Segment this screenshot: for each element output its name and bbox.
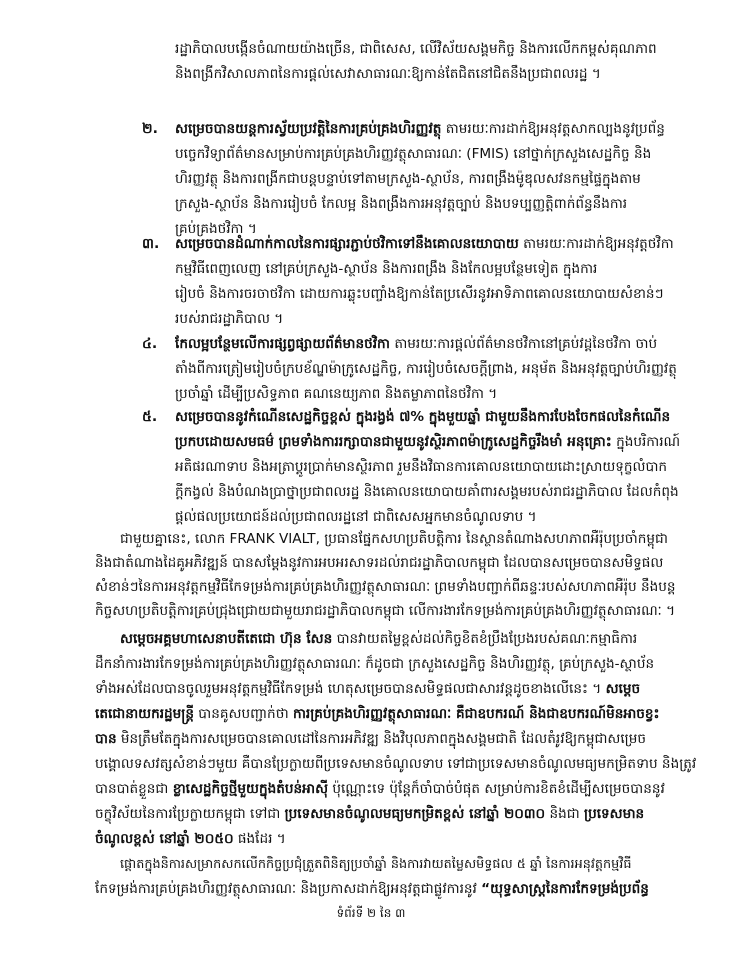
item-first-line [175,430,680,455]
item-line: តាំងពីការត្រៀមរៀបចំក្របខ័ណ្ឌម៉ាក្រូសេដ្ឋកិច្ច, ការរៀបចំសេចក្តីព្រាង, អនុម័ត និងអនុវត្តច្បាប់ហិរញ្ញវត្ថុ [175,361,677,377]
item-text: តាមរយៈការផ្តល់ព័ត៌មានថវិកានៅគ្រប់វដ្តនៃថវិកា ចាប់ [394,336,658,352]
paragraph-bold: ចំណូលខ្ពស់ នៅឆ្នាំ ២០៥០ [95,831,234,847]
item-line: ហិរញ្ញវត្ថុ និងការពង្រីកជាបន្តបន្ទាប់ទៅតាមក្រសួង-ស្ថាប័ន, ការពង្រឹងម៉ូឌុលសវនកម្មផ្ទៃក្នុងតាម [175,171,641,187]
paragraph-bold: ខ្លាសេដ្ឋកិច្ចថ្មីមួយក្នុងតំបន់អាស៊ី [172,781,329,797]
item-first-line [175,332,657,357]
paragraph-line: កិច្ចសហប្រតិបត្តិការគ្រប់ជ្រុងជ្រោយជាមួយរាជរដ្ឋាភិបាលកម្ពុជា លើការងារកែទម្រង់ការគ្រប់គ្រងហិរញ្ញវត្ថុសាធារណៈ ។ [95,603,676,619]
item-text: តាមរយៈការដាក់ឱ្យអនុវត្តសាកល្បងនូវប្រព័ន្ធ [445,121,665,137]
item-first-line [175,117,665,142]
item-line: គ្រប់គ្រងថវិកា ។ [175,221,257,237]
paragraph-text: និងជា [549,806,580,822]
paragraph-text: បានគូសបញ្ជាក់ថា [198,706,289,722]
intro-line: និងពង្រីកវិសាលភាពនៃការផ្តល់សេវាសាធារណៈឱ្យកាន់តែជិតនៅជិតនឹងប្រជាពលរដ្ឋ ។ [175,66,601,82]
paragraph-text: ចក្ខុវិស័យនៃការប្រែក្លាយកម្ពុជា ទៅជា [95,806,281,822]
item-line: ក្តីកង្វល់ និងបំណងប្រាថ្នាប្រជាពលរដ្ឋ និងគោលនយោបាយគាំពារសង្គមរបស់រាជរដ្ឋាភិបាល ដែលកំពុង [175,484,679,500]
item-number: ៤. [142,336,158,352]
intro-line: រដ្ឋាភិបាលបង្កើនចំណាយយ៉ាងច្រើន, ជាពិសេស, លើវិស័យសង្គមកិច្ច និងការលើកកម្ពស់គុណភាព [175,41,657,57]
paragraph-text: បានវាយតម្លៃខ្ពស់ដល់កិច្ចខិតខំប្រឹងប្រែងរបស់គណៈកម្មាធិការ [336,631,638,647]
item-line: ផ្តល់ផលប្រយោជន៍ដល់ប្រជាពលរដ្ឋនៅ ជាពិសេសអ្នកមានចំណូលទាប ។ [175,509,537,525]
paragraph-line: បង្គោលទសវត្សសំខាន់ៗមួយ គឺបានប្រែក្លាយពីប្រទេសមានចំណូលទាប ទៅជាប្រទេសមានចំណូលមធ្យមកម្រិតទាប និងត្រូវ [95,756,697,772]
paragraph-bold: បាន [95,731,117,747]
paragraph-bold: ការគ្រប់គ្រងហិរញ្ញវត្ថុសាធារណៈ គឺជាឧបករណ៍ និងជាឧបករណ៍មិនអាចខ្វះ [292,706,660,722]
paragraph-line [95,727,646,752]
paragraph-line [95,677,640,702]
paragraph-line: សំខាន់ៗនៃការអនុវត្តកម្មវិធីកែទម្រង់ការគ្រប់គ្រងហិរញ្ញវត្ថុសាធារណៈ ព្រមទាំងបញ្ជាក់ពីឆន្ទៈរបស់សហភាពអឺរ៉ុប នឹងបន្ត [95,579,676,595]
paragraph-line: និងជាតំណាងដៃគូអភិវឌ្ឍន៍ បានសម្តែងនូវការអបអរសាទរដល់រាជរដ្ឋាភិបាលកម្ពុជា ដែលបានសម្រេចបានសមិទ្ធផល [95,555,664,571]
item-line: របស់រាជរដ្ឋាភិបាល ។ [175,311,284,327]
item-text: តាមរយៈការដាក់ឱ្យអនុវត្តថវិកា [523,236,674,252]
paragraph-text: ប៉ុណ្ណោះទេ ប៉ុន្តែក៏ចាំបាច់បំផុត សម្រាប់ការខិតខំដើម្បីសម្រេចបាននូវ [332,781,665,797]
paragraph-line [95,702,660,727]
item-first-line [175,232,674,257]
paragraph-text: កែទម្រង់ការគ្រប់គ្រងហិរញ្ញវត្ថុសាធារណៈ និងប្រកាសដាក់ឱ្យអនុវត្តជាផ្លូវការនូវ [95,881,482,897]
item-number: ៣. [142,236,160,252]
paragraph-line [120,627,637,652]
paragraph-line: ដឹកនាំការងារកែទម្រង់ការគ្រប់គ្រងហិរញ្ញវត្ថុសាធារណៈ ក៏ដូចជា ក្រសួងសេដ្ឋកិច្ច និងហិរញ្ញវត្ថុ, គ្រប់ក្រសួង-ស្ថាប័ន [95,656,655,672]
paragraph-bold: “យុទ្ធសាស្ត្រនៃការកែទម្រង់ប្រព័ន្ធ [481,881,649,897]
paragraph-line [95,777,665,802]
item-line: ក្រសួង-ស្ថាប័ន និងការរៀបចំ កែលម្អ និងពង្រឹងការអនុវត្តច្បាប់ និងបទប្បញ្ញត្តិពាក់ព័ន្ធនឹងការ [175,196,628,212]
paragraph-line [95,877,649,902]
item-title-cont: ប្រកបដោយសមធម៌ ព្រមទាំងការរក្សាបានជាមួយនូវស្ថិរភាពម៉ាក្រូសេដ្ឋកិច្ចរឹងមាំ អនុគ្រោះ [175,434,612,450]
item-number: ៥. [142,409,158,425]
paragraph-text: មិនត្រឹមតែក្នុងការសម្រេចបានគោលដៅនៃការអភិវឌ្ឍ និងវិបុលភាពក្នុងសង្គមជាតិ ដែលតំរូវឱ្យកម្ពុជាសម្រេច [120,731,646,747]
paragraph-text: ផ្តោតក្នុងនិការសម្រាកសកលើកកិច្ចប្រជុំត្រួតពិនិត្យប្រចាំឆ្នាំ និងការវាយតម្លៃសមិទ្ធផល ៥ ឆ្នាំ នៃការអនុវត្តកម្មវិធី [120,857,632,872]
item-title: សម្រេចបានដំណាក់កាលនៃការផ្សារភ្ជាប់ថវិកាទៅនឹងគោលនយោបាយ [175,236,519,252]
item-text: ក្នុងបរិការណ៍ [616,434,681,450]
paragraph-line [95,827,286,852]
paragraph-line [120,852,631,877]
paragraph-line: ជាមួយគ្នានេះ, លោក FRANK VIALT, ប្រធានផ្នែកសហប្រតិបត្តិការ នៃស្ថានតំណាងសហភាពអឺរ៉ុបប្រចាំកម្ពុជា [120,531,668,547]
item-number: ២. [142,121,158,137]
item-line: អតិផរណាទាប និងអត្រាប្តូរប្រាក់មានស្ថិរភាព រួមនឹងវិធានការគោលនយោបាយដោះស្រាយទុក្ខលំបាក [175,459,668,475]
item-line: ប្រចាំឆ្នាំ ដើម្បីប្រសិទ្ធភាព គណនេយ្យភាព និងតម្លាភាពនៃថវិកា ។ [175,386,498,402]
paragraph-text: បានបាត់ខ្លួនជា [95,781,169,797]
item-title: សម្រេចបានយន្តការស្វ័យប្រវត្តិនៃការគ្រប់គ្រងហិរញ្ញវត្ថុ [175,121,442,137]
paragraph-bold: ប្រទេសមានចំណូលមធ្យមកម្រិតខ្ពស់ នៅឆ្នាំ ២០៣០ [284,806,546,822]
item-title: សម្រេចបាននូវកំណើនសេដ្ឋកិច្ចខ្ពស់ ក្នុងរង្វង់ ៧% ក្នុងមួយឆ្នាំ ជាមួយនឹងការបែងចែកផលនៃកំណើន [175,409,671,425]
paragraph-bold: តេជោនាយករដ្ឋមន្ត្រី [95,706,194,722]
paragraph-bold: ប្រទេសមាន [584,806,645,822]
item-line: កម្មវិធីពេញលេញ នៅគ្រប់ក្រសួង-ស្ថាប័ន និងការពង្រឹង និងកែលម្អបន្ថែមទៀត ក្នុងការ [175,261,598,277]
page-number: ទំព័រទី ២ នៃ ៣ [336,906,406,920]
paragraph-line [95,802,644,827]
item-line: បច្ចេកវិទ្យាព័ត៌មានសម្រាប់ការគ្រប់គ្រងហិរញ្ញវត្ថុសាធារណៈ (FMIS) នៅថ្នាក់ក្រសួងសេដ្ឋកិច្ច និង [175,146,652,162]
paragraph-text: ទាំងអស់ដែលបានចូលរួមអនុវត្តកម្មវិធីកែទម្រង់ ហេតុសម្រេចបានសមិទ្ធផលជាសារវន្តដូចខាងលើនេះ ។ [95,681,602,697]
paragraph-bold: សម្តេច [605,681,641,697]
item-line: រៀបចំ និងការចរចាថវិកា ដោយការឆ្លុះបញ្ចាំងឱ្យកាន់តែប្រសើរនូវអាទិភាពគោលនយោបាយសំខាន់ៗ [175,286,664,302]
paragraph-text: ផងដែរ ។ [237,831,286,847]
paragraph-bold: សម្តេចអគ្គមហាសេនាបតីតេជោ ហ៊ុន សែន [120,631,333,647]
item-title: កែលម្អបន្ថែមលើការផ្សព្វផ្សាយព័ត៌មានថវិកា [175,336,390,352]
